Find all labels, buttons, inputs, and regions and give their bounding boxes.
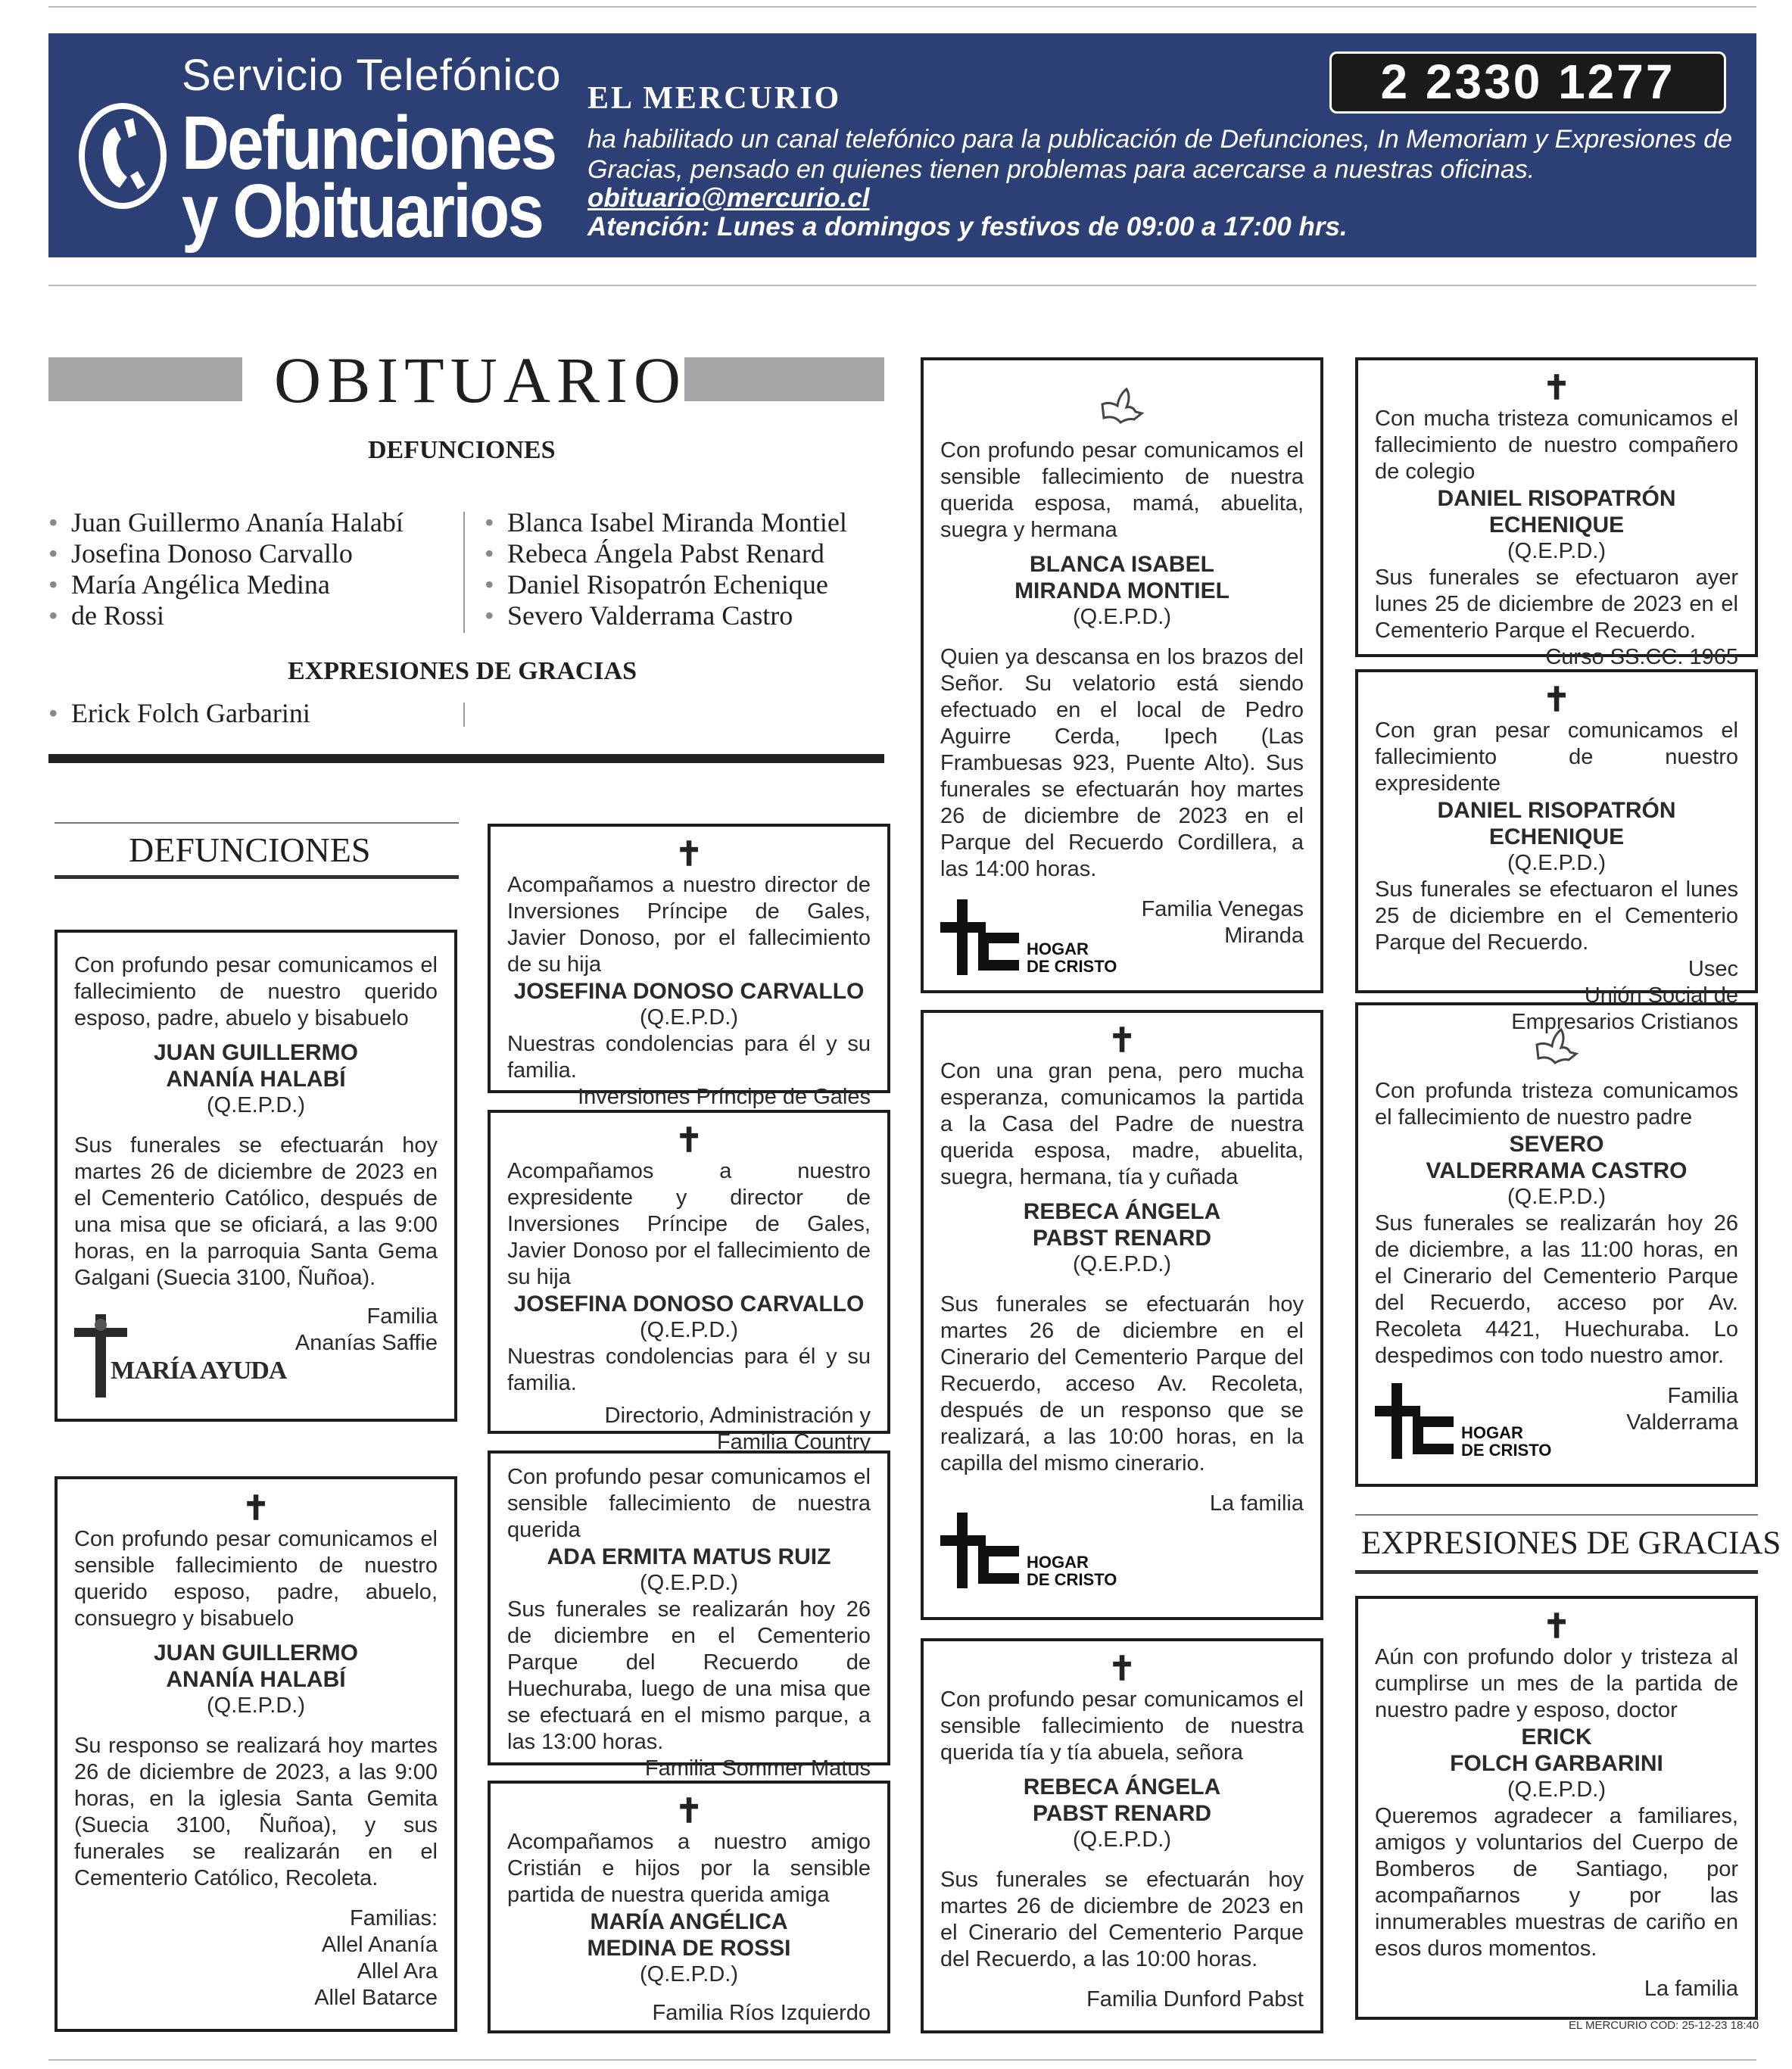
notice-josefina-1 [488, 824, 890, 1109]
notice-rebeca-2 [921, 1638, 1323, 2033]
index-item[interactable]: • Juan Guillermo Ananía Halabí [48, 507, 404, 538]
hogar-line1: HOGAR [1461, 1423, 1523, 1442]
signature: Usec [1688, 957, 1738, 981]
deceased-name: BLANCA ISABEL [1030, 552, 1214, 577]
section-rule [55, 822, 459, 824]
defunciones-subheading: DEFUNCIONES [368, 436, 556, 464]
notice-body: Sus funerales se efectuaron ayer lunes 25 de diciembre de 2023 en el Cementerio Parque el Recuerdo. [1375, 566, 1738, 643]
dove-icon [1532, 1028, 1581, 1075]
title-bar-left [48, 357, 242, 401]
signature: Familias: [349, 1906, 438, 1930]
signature: Familia Dunford Pabst [1086, 1987, 1304, 2011]
signature: Familia Venegas [1141, 897, 1304, 921]
deceased-name: MARÍA ANGÉLICA [590, 1909, 788, 1934]
qepd: (Q.E.P.D.) [1073, 605, 1171, 629]
signature: Allel Ananía [321, 1933, 438, 1957]
banner-title-line1: Defunciones [182, 101, 556, 185]
index-separator [463, 703, 465, 727]
signature: Familia [1667, 1384, 1738, 1408]
qepd: (Q.E.P.D.) [640, 1962, 738, 1986]
notice-juan-guillermo-2 [55, 1476, 457, 2032]
notice-intro: Con una gran pena, pero mucha esperanza, comunicamos la partida a la Casa del Padre de nuestra querida esposa, madre, abuelita, suegra, hermana, tía y cuñada [940, 1059, 1304, 1189]
index-item[interactable]: • María Angélica Medina [48, 569, 404, 600]
banner-title-line2: y Obituarios [182, 169, 543, 254]
index-item[interactable]: • Severo Valderrama Castro [485, 600, 847, 631]
title-bar-right [684, 357, 884, 401]
deceased-name: ERICK [1521, 1725, 1592, 1750]
section-rule [1355, 1514, 1758, 1516]
maria-ayuda-text: MARÍA AYUDA [111, 1357, 287, 1385]
service-label: Servicio Telefónico [182, 51, 562, 100]
notice-body: Sus funerales se efectuarán hoy martes 26 de diciembre de 2023 en el Cinerario del Cementerio Parque del Recuerdo, a las 10:00 horas. [940, 1868, 1304, 1971]
service-banner [48, 33, 1756, 257]
email-link[interactable]: obituario@mercurio.cl [587, 183, 870, 213]
index-item[interactable]: • Rebeca Ángela Pabst Renard [485, 538, 847, 569]
banner-bottom-rule [48, 285, 1756, 286]
deceased-name: ADA ERMITA MATUS RUIZ [547, 1544, 831, 1569]
notice-rebeca-1 [921, 1010, 1323, 1620]
hogar-de-cristo-icon [940, 1513, 1019, 1588]
deceased-name: VALDERRAMA CASTRO [1426, 1158, 1688, 1183]
index-list-col2 [485, 507, 847, 631]
notice-body: Nuestras condolencias para él y su familia. [507, 1345, 871, 1395]
cross-icon: ✝ [242, 1490, 270, 1527]
hogar-de-cristo-icon [940, 899, 1019, 975]
deceased-name: PABST RENARD [1032, 1801, 1212, 1826]
hogar-line1: HOGAR [1027, 1553, 1089, 1572]
qepd: (Q.E.P.D.) [1073, 1252, 1171, 1276]
deceased-name: ANANÍA HALABÍ [166, 1067, 346, 1092]
deceased-name: FOLCH GARBARINI [1450, 1751, 1663, 1776]
index-item[interactable]: • Erick Folch Garbarini [48, 698, 310, 729]
bottom-rule [48, 2059, 1756, 2061]
notice-intro: Con profundo pesar comunicamos el sensible fallecimiento de nuestra querida [507, 1465, 871, 1542]
notice-body: Sus funerales se efectuarán hoy martes 26 de diciembre en el Cinerario del Cementerio Parque del Recuerdo, acceso Av. Recoleta, después de un responso que se realizará, a las 10:00 horas, en la capilla del mismo cinerario. [940, 1292, 1304, 1475]
notice-intro: Acompañamos a nuestro director de Inversiones Príncipe de Gales, Javier Donoso, por el fallecimiento de su hija [507, 873, 871, 977]
qepd: (Q.E.P.D.) [207, 1093, 305, 1117]
qepd: (Q.E.P.D.) [640, 1318, 738, 1342]
signature: Familia Sommer Matus [644, 1756, 871, 1781]
notice-josefina-2 [488, 1110, 890, 1454]
notice-body: Sus funerales se realizarán hoy 26 de diciembre, a las 11:00 horas, en el Cinerario del Cementerio Parque del Recuerdo, acceso por Av. Recoleta 4421, Huechuraba. Lo despedimos con todo nuestro amor. [1375, 1211, 1738, 1368]
banner-description: ha habilitado un canal telefónico para la publicación de Defunciones, In Memoriam y Expresiones de Gracias, pensado en quienes tienen problemas para acercarse a nuestras oficinas. [587, 125, 1733, 184]
cross-icon: ✝ [1542, 681, 1571, 718]
index-list-gracias [48, 698, 310, 729]
deceased-name: JUAN GUILLERMO [154, 1040, 358, 1065]
service-hours: Atención: Lunes a domingos y festivos de 09:00 a 17:00 hrs. [587, 212, 1348, 241]
notice-intro: Con profundo pesar comunicamos el fallecimiento de nuestro querido esposo, padre, abuelo y bisabuelo [74, 953, 438, 1030]
notice-body: Nuestras condolencias para él y su familia. [507, 1032, 871, 1083]
hogar-de-cristo-logo [940, 1513, 1304, 1588]
maria-ayuda-logo [74, 1314, 286, 1398]
deceased-name: REBECA ÁNGELA [1023, 1199, 1221, 1224]
hogar-line1: HOGAR [1027, 939, 1089, 958]
deceased-name: DANIEL RISOPATRÓN ECHENIQUE [1437, 486, 1676, 538]
notice-ada-ermita [488, 1450, 890, 1781]
hogar-line2: DE CRISTO [1027, 1570, 1117, 1589]
signature: Familia Ríos Izquierdo [652, 2001, 871, 2025]
notice-intro: Con profundo pesar comunicamos el sensible fallecimiento de nuestra querida esposa, mamá, abuelita, suegra y hermana [940, 438, 1304, 542]
signature: Valderrama [1626, 1410, 1738, 1435]
qepd: (Q.E.P.D.) [1507, 1185, 1606, 1209]
phone-number[interactable]: 2 2330 1277 [1329, 51, 1726, 114]
index-separator [463, 512, 465, 633]
notice-body: Queremos agradecer a familiares, amigos y voluntarios del Cuerpo de Bomberos de Santiago, por acompañarnos y por las innumerables muestras de cariño en esos duros momentos. [1375, 1804, 1738, 1961]
deceased-name: PABST RENARD [1032, 1226, 1212, 1251]
notice-intro: Con gran pesar comunicamos el fallecimiento de nuestro expresidente [1375, 718, 1738, 796]
hogar-line2: DE CRISTO [1461, 1441, 1552, 1460]
signature: Miranda [1224, 924, 1304, 948]
signature: Allel Batarce [314, 1986, 438, 2010]
cross-icon: ✝ [1108, 1022, 1136, 1059]
notice-erick [1355, 1596, 1758, 2020]
index-bottom-bar [48, 754, 884, 763]
top-rule [48, 6, 1756, 8]
notice-blanca-isabel [921, 357, 1323, 993]
notice-body: Su responso se realizará hoy martes 26 de diciembre de 2023, a las 9:00 horas, en la iglesia Santa Gemita (Suecia 3100, Ñuñoa), y sus funerales se realizarán en el Cementerio Católico, Recoleta. [74, 1734, 438, 1890]
deceased-name: JUAN GUILLERMO [154, 1641, 358, 1665]
notice-intro: Con profundo pesar comunicamos el sensible fallecimiento de nuestro querido esposo, padre, abuelo, consuegro y bisabuelo [74, 1527, 438, 1631]
expresiones-section-heading: EXPRESIONES DE GRACIAS [1361, 1525, 1781, 1561]
signature: La familia [1644, 1977, 1738, 2001]
gracias-subheading: EXPRESIONES DE GRACIAS [288, 657, 637, 685]
signature: Directorio, Administración y [604, 1404, 871, 1428]
notice-severo [1355, 1002, 1758, 1487]
notice-intro: Acompañamos a nuestro amigo Cristián e hijos por la sensible partida de nuestra querida amiga [507, 1830, 871, 1907]
cross-icon: ✝ [675, 836, 703, 873]
section-rule [55, 875, 459, 879]
hogar-de-cristo-logo [940, 899, 1117, 975]
notice-juan-guillermo-1 [55, 930, 457, 1422]
notice-body: Quien ya descansa en los brazos del Señor. Su velatorio está siendo efectuado en el local de Pedro Aguirre Cerda, Ipech (Las Frambuesas 923, Puente Alto). Sus funerales se efectuarán hoy martes 26 de diciembre de 2023 en el Parque del Recuerdo Cordillera, a las 14:00 horas. [940, 645, 1304, 881]
index-list-col1 [48, 507, 404, 631]
signature: Familia [366, 1304, 438, 1329]
index-item-continuation: • de Rossi [48, 600, 404, 631]
notice-body: Sus funerales se efectuaron el lunes 25 de diciembre en el Cementerio Parque del Recuerdo. [1375, 877, 1738, 955]
index-item[interactable]: • Daniel Risopatrón Echenique [485, 569, 847, 600]
notice-intro: Aún con profundo dolor y tristeza al cumplirse un mes de la partida de nuestro padre y esposo, doctor [1375, 1645, 1738, 1722]
signature: Curso SS.CC. 1965 [1545, 645, 1738, 669]
brand-name: EL MERCURIO [587, 81, 842, 116]
deceased-name: SEVERO [1509, 1132, 1604, 1157]
index-item[interactable]: • Josefina Donoso Carvallo [48, 538, 404, 569]
signature: Allel Ara [357, 1959, 438, 1983]
phone-icon [77, 98, 168, 213]
cross-icon: ✝ [1542, 369, 1571, 407]
signature: Unión Social de [1584, 983, 1738, 1008]
cross-icon: ✝ [1108, 1650, 1136, 1687]
notice-intro: Con profundo pesar comunicamos el sensible fallecimiento de nuestra querida tía y tía abuela, señora [940, 1687, 1304, 1765]
dove-icon [1098, 388, 1146, 435]
signature: La familia [1209, 1491, 1304, 1516]
signature: Inversiones Príncipe de Gales [578, 1085, 871, 1109]
section-rule [1355, 1570, 1758, 1574]
deceased-name: DANIEL RISOPATRÓN ECHENIQUE [1437, 798, 1676, 849]
index-item[interactable]: • Blanca Isabel Miranda Montiel [485, 507, 847, 538]
hogar-line2: DE CRISTO [1027, 957, 1117, 976]
signature: Familia Country [716, 1430, 871, 1454]
notice-intro: Acompañamos a nuestro expresidente y director de Inversiones Príncipe de Gales, Javier Donoso por el fallecimiento de su hija [507, 1159, 871, 1289]
deceased-name: MEDINA DE ROSSI [587, 1936, 791, 1961]
obituario-title: OBITUARIO [274, 344, 687, 416]
defunciones-section-heading: DEFUNCIONES [129, 830, 371, 869]
cross-icon: ✝ [675, 1793, 703, 1830]
notice-body: Sus funerales se efectuarán hoy martes 26 de diciembre de 2023 en el Cementerio Católico, después de una misa que se oficiará, a las 9:00 horas, en la parroquia Santa Gema Galgani (Suecia 3100, Ñuñoa). [74, 1133, 438, 1290]
hogar-de-cristo-icon [1375, 1383, 1454, 1459]
print-code: EL MERCURIO COD: 25-12-23 18:40 [1569, 2019, 1759, 2032]
notice-intro: Con profunda tristeza comunicamos el fallecimiento de nuestro padre [1375, 1079, 1738, 1130]
deceased-name: JOSEFINA DONOSO CARVALLO [513, 1292, 865, 1316]
notice-intro: Con mucha tristeza comunicamos el fallecimiento de nuestro compañero de colegio [1375, 407, 1738, 484]
cross-icon: ✝ [1542, 1608, 1571, 1645]
signature: Ananías Saffie [295, 1331, 438, 1355]
qepd: (Q.E.P.D.) [1073, 1828, 1171, 1852]
qepd: (Q.E.P.D.) [640, 1571, 738, 1595]
notice-maria-angelica [488, 1781, 890, 2033]
deceased-name: REBECA ÁNGELA [1023, 1775, 1221, 1799]
qepd: (Q.E.P.D.) [1507, 1778, 1606, 1802]
deceased-name: JOSEFINA DONOSO CARVALLO [513, 979, 865, 1004]
qepd: (Q.E.P.D.) [1507, 539, 1606, 563]
notice-body: Sus funerales se realizarán hoy 26 de diciembre en el Cementerio Parque del Recuerdo de Huechuraba, luego de una misa que se efectuará en el mismo parque, a las 13:00 horas. [507, 1597, 871, 1754]
qepd: (Q.E.P.D.) [207, 1694, 305, 1718]
qepd: (Q.E.P.D.) [640, 1005, 738, 1030]
crucifix-icon [74, 1314, 127, 1398]
deceased-name: MIRANDA MONTIEL [1014, 578, 1229, 603]
notice-daniel-2 [1355, 669, 1758, 1034]
deceased-name: ANANÍA HALABÍ [166, 1667, 346, 1692]
cross-icon: ✝ [675, 1122, 703, 1159]
signature: Empresarios Cristianos [1511, 1010, 1738, 1034]
qepd: (Q.E.P.D.) [1507, 851, 1606, 875]
hogar-de-cristo-logo [1375, 1383, 1551, 1459]
notice-daniel-1 [1355, 357, 1758, 669]
